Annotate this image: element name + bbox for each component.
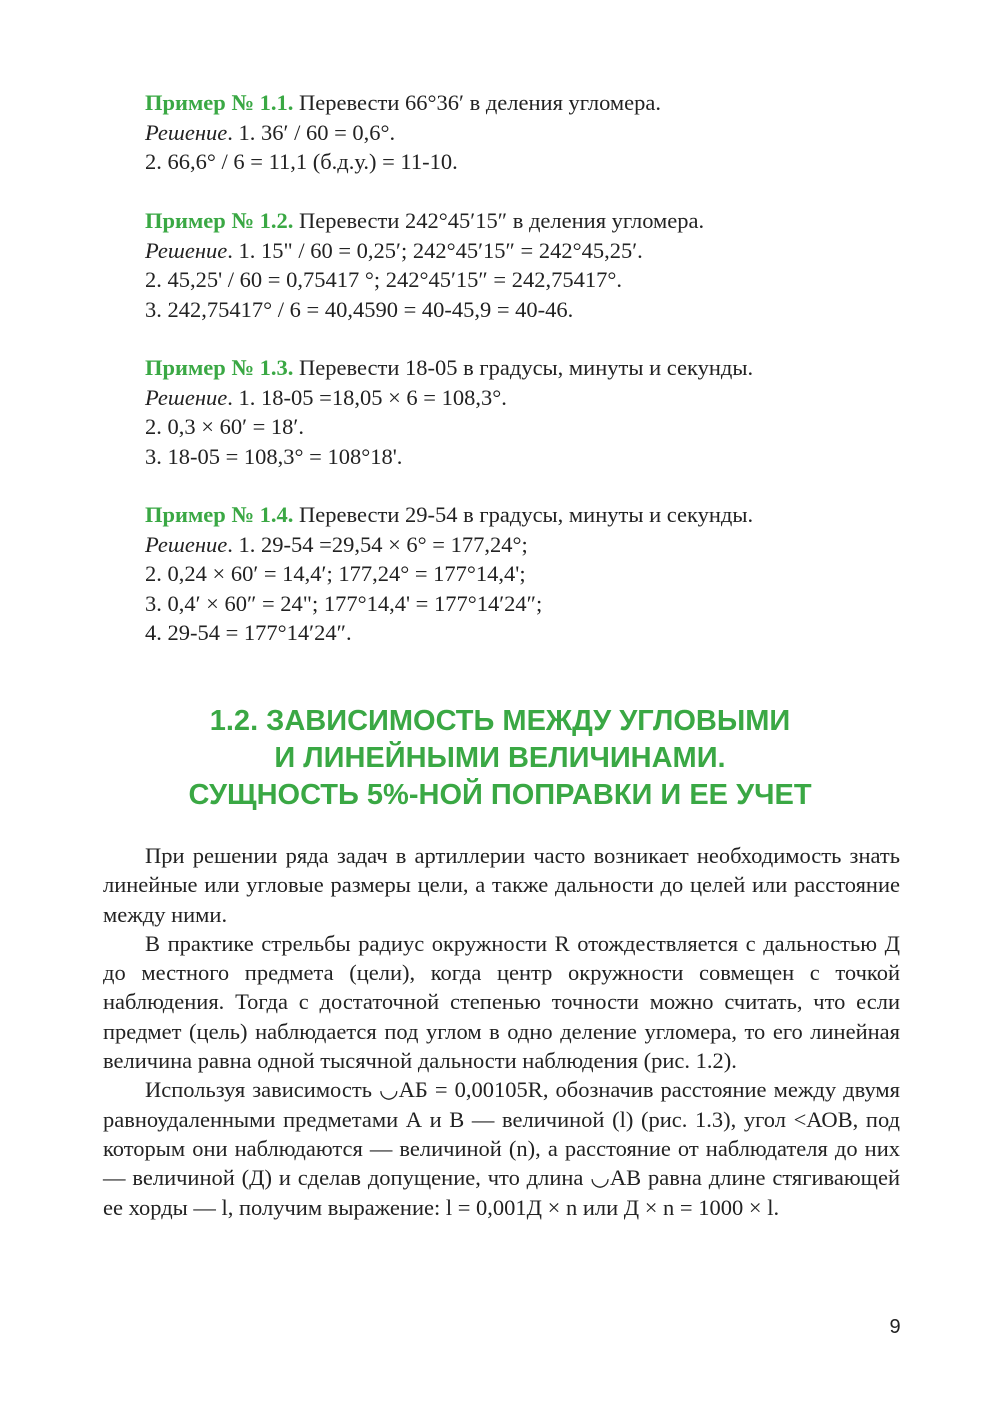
page-number: 9 [889,1316,901,1338]
solution-line: 2. 66,6° / 6 = 11,1 (б.д.у.) = 11-10. [145,149,458,174]
example-task: Перевести 18-05 в градусы, минуты и секунды. [293,355,754,380]
solution-line: 3. 242,75417° / 6 = 40,4590 = 40-45,9 = 40-46. [145,296,574,322]
solution-line: 4. 29-54 = 177°14′24″. [145,620,352,645]
example-4: Пример № 1.4. Перевести 29-54 в градусы, минуты и секунды. Решение. 1. 29-54 =29,54 × 6° = 177,24°; 2. 0,24 × 60′ = 14,4′; 177,24° = 177°14,4'; 3. 0,4′ × 60″ = 24"; 177°14,4' = 177°14′24″; 4. 29-54 = 177°14′24″. [145,500,905,648]
section-heading [100,703,900,814]
section-heading-line: СУЩНОСТЬ 5%-НОЙ ПОПРАВКИ И ЕЕ УЧЕТ [188,779,812,811]
solution-line: 2. 45,25' / 60 = 0,75417 °; 242°45′15″ = 242,75417°. [145,267,622,292]
solution-label: Решение [145,237,228,263]
example-task: Перевести 66°36′ в деления угломера. [293,90,662,115]
example-label: Пример № 1.2. [145,208,294,233]
example-1: Пример № 1.1. Перевести 66°36′ в деления угломера. Решение. 1. 36′ / 60 = 0,6°. 2. 66,6° / 6 = 11,1 (б.д.у.) = 11-10. [145,88,905,177]
solution-line: 2. 0,3 × 60′ = 18′. [145,414,304,439]
body-text [103,841,900,1222]
solution-label: Решение [145,384,228,410]
paragraph: Используя зависимость ◡АБ = 0,00105R, обозначив расстояние между двумя равноудаленными предметами А и В — величиной (l) (рис. 1.3), угол <АОВ, под которым они наблюдаются — величиной (n), а расстояние от наблюдателя до них — величиной (Д) и сделав допущение, что длина ◡АВ равна длине стягивающей ее хорды — l, получим выражение: l = 0,001Д × n или Д × n = 1000 × l. [103,1077,900,1220]
example-label: Пример № 1.4. [145,502,294,527]
solution-line: 1. 36′ / 60 = 0,6°. [238,119,396,145]
solution-label: Решение [145,531,228,557]
solution-line: 3. 18-05 = 108,3° = 108°18'. [145,443,403,469]
solution-line: 1. 15" / 60 = 0,25′; 242°45′15″ = 242°45,25′. [238,237,643,263]
solution-label: Решение [145,119,228,145]
section-heading-line: И ЛИНЕЙНЫМИ ВЕЛИЧИНАМИ. [274,742,726,774]
solution-line: 1. 29-54 =29,54 × 6° = 177,24°; [238,531,528,557]
example-label: Пример № 1.1. [145,90,294,115]
example-label: Пример № 1.3. [145,355,294,380]
example-2: Пример № 1.2. Перевести 242°45′15″ в деления угломера. Решение. 1. 15" / 60 = 0,25′; 242°45′15″ = 242°45,25′. 2. 45,25' / 60 = 0,75417 °; 242°45′15″ = 242,75417°. 3. 242,75417° / 6 = 40,4590 = 40-45,9 = 40-46. [145,206,905,324]
paragraph: При решении ряда задач в артиллерии часто возникает необходимость знать линейные или угловые размеры цели, а также дальности до целей или расстояние между ними. [103,843,900,927]
example-3: Пример № 1.3. Перевести 18-05 в градусы, минуты и секунды. Решение. 1. 18-05 =18,05 × 6 = 108,3°. 2. 0,3 × 60′ = 18′. 3. 18-05 = 108,3° = 108°18'. [145,353,905,471]
solution-line: 2. 0,24 × 60′ = 14,4′; 177,24° = 177°14,4'; [145,561,526,586]
solution-line: 3. 0,4′ × 60″ = 24"; 177°14,4' = 177°14′24″; [145,590,543,616]
solution-line: 1. 18-05 =18,05 × 6 = 108,3°. [238,384,507,410]
paragraph: В практике стрельбы радиус окружности R отождествляется с дальностью Д до местного предмета (цели), когда центр окружности совмещен с точкой наблюдения. Тогда с достаточной степенью точности можно считать, что если предмет (цель) наблюдается под углом в одно деление угломера, то его линейная величина равна одной тысячной дальности наблюдения (рис. 1.2). [103,930,900,1074]
example-task: Перевести 29-54 в градусы, минуты и секунды. [293,502,754,527]
section-heading-line: 1.2. ЗАВИСИМОСТЬ МЕЖДУ УГЛОВЫМИ [209,705,791,737]
example-task: Перевести 242°45′15″ в деления угломера. [293,208,705,233]
